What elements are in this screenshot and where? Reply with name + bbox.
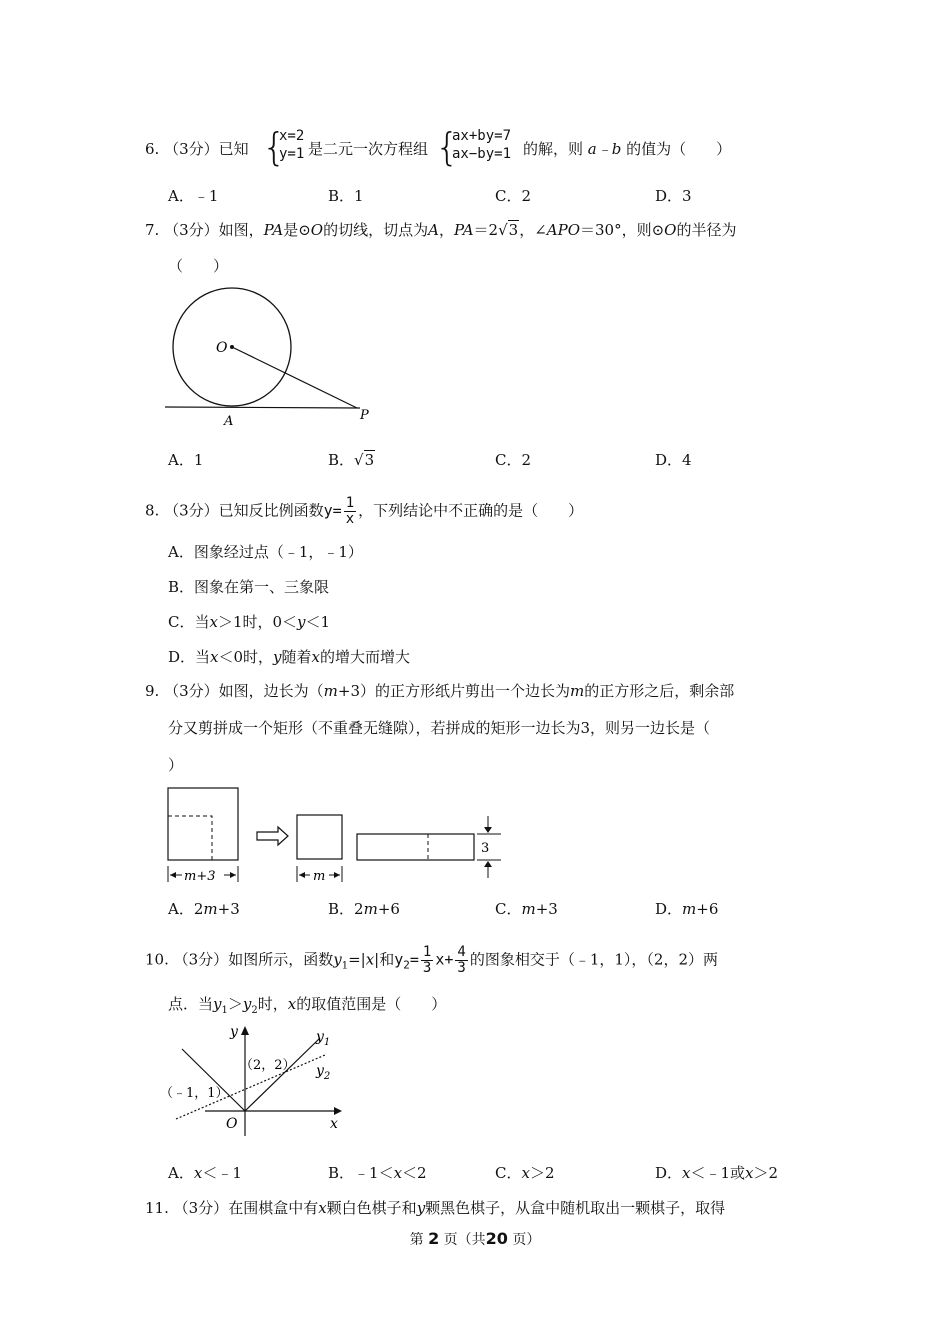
q10-stem-line-1: 10. （3分）如图所示，函数$y_1=|x|$和$y_2=$ $\frac{1}{3}$ x+ $\frac{4}{3}$ 的图象相交于（﹣1，1），（2，2）两 (145, 944, 719, 976)
q8-option-c: C．当x＞1时，0＜y＜1 (168, 613, 331, 631)
line-y1-left (182, 1049, 245, 1111)
q6-text-3: 的解，则 a﹣b 的值为（ ） (523, 140, 732, 158)
q10-option-b: B．﹣1＜x＜2 (328, 1164, 427, 1182)
label-3: 3 (481, 841, 490, 856)
arrow-icon (257, 827, 288, 845)
q9-option-b: B．2m+6 (328, 900, 400, 918)
q9-option-d: D．m+6 (655, 900, 719, 918)
label-o: O (216, 340, 228, 356)
q10-stem-line-2: 点．当$y_1>y_2$时，x的取值范围是（ ） (168, 995, 447, 1016)
q7-option-d: D．4 (655, 451, 692, 469)
q6-stem: 6. （3分）已知 (145, 140, 249, 158)
q11-stem: 11. （3分）在围棋盒中有x颗白色棋子和y颗黑色棋子，从盒中随机取出一颗棋子，取得 (145, 1199, 726, 1217)
line-y1-right (245, 1038, 320, 1111)
label-m: m (313, 869, 326, 884)
q7-option-b: B．√3 (328, 451, 375, 469)
label-point-neg1-1: （﹣1，1） (160, 1086, 229, 1101)
q9-option-a: A．2m+3 (168, 900, 240, 918)
q6-option-a: A．﹣1 (168, 187, 219, 205)
rectangle (357, 834, 474, 860)
q9-figure (160, 780, 520, 890)
label-o: O (226, 1116, 238, 1132)
label-p: P (360, 408, 369, 423)
label-y1: $y_1$ (316, 1029, 331, 1048)
q10-option-c: C．x＞2 (495, 1164, 555, 1182)
q6-option-d: D．3 (655, 187, 692, 205)
q10-option-d: D．x＜﹣1或x＞2 (655, 1164, 779, 1182)
q6-system: ax+by=7 ax−by=1 (452, 128, 512, 162)
q9-stem-line-1: 9. （3分）如图，边长为（m+3）的正方形纸片剪出一个边长为m的正方形之后，剩余部 (145, 682, 735, 700)
label-y2: $y_2$ (316, 1063, 331, 1082)
q7-option-a: A．1 (168, 451, 204, 469)
q6-solution: x=2 y=1 (279, 128, 305, 162)
page-footer: 第 2 页（共20 页） (409, 1229, 541, 1248)
tangent-line (165, 407, 360, 408)
label-point-2-2: （2，2） (240, 1058, 296, 1073)
q6-brace-2: { (435, 125, 460, 169)
q8-stem: 8. （3分）已知反比例函数y= $\frac{1}{x}$ ，下列结论中不正确的是（ ） (145, 495, 584, 527)
q10-option-a: A．x＜﹣1 (168, 1164, 242, 1182)
q6-option-c: C．2 (495, 187, 532, 205)
q8-option-b: B．图象在第一、三象限 (168, 578, 330, 596)
q8-option-a: A．图象经过点（﹣1，﹣1） (168, 543, 363, 561)
label-m-plus-3: m+3 (184, 869, 216, 884)
cut-line (168, 816, 212, 860)
sqrt-symbol: √3 (498, 221, 519, 239)
q7-paren: （ ） (168, 257, 229, 275)
q7-figure (160, 280, 380, 430)
label-y: y (230, 1024, 238, 1040)
q8-option-d: D．当x＜0时，y随着x的增大而增大 (168, 648, 411, 666)
label-x: x (330, 1116, 338, 1132)
q6-brace-1: { (262, 125, 287, 169)
label-a: A (224, 414, 234, 429)
center-dot (230, 345, 234, 349)
fraction: $\frac{1}{x}$ (345, 495, 355, 527)
q7-option-c: C．2 (495, 451, 532, 469)
big-square (168, 788, 238, 860)
q6-option-b: B．1 (328, 187, 364, 205)
q10-graph (160, 1018, 360, 1138)
segment-op (232, 347, 357, 408)
small-square (297, 815, 342, 859)
q9-stem-line-2: 分又剪拼成一个矩形（不重叠无缝隙），若拼成的矩形一边长为3，则另一边长是（ (168, 719, 711, 737)
q6-text-2: 是二元一次方程组 (308, 140, 429, 158)
q9-stem-line-3: ） (168, 756, 184, 774)
q7-stem: 7. （3分）如图，PA是⊙O的切线，切点为A，PA＝2√3，∠APO＝30°，则⊙O的半径为 (145, 221, 737, 239)
q9-option-c: C．m+3 (495, 900, 558, 918)
